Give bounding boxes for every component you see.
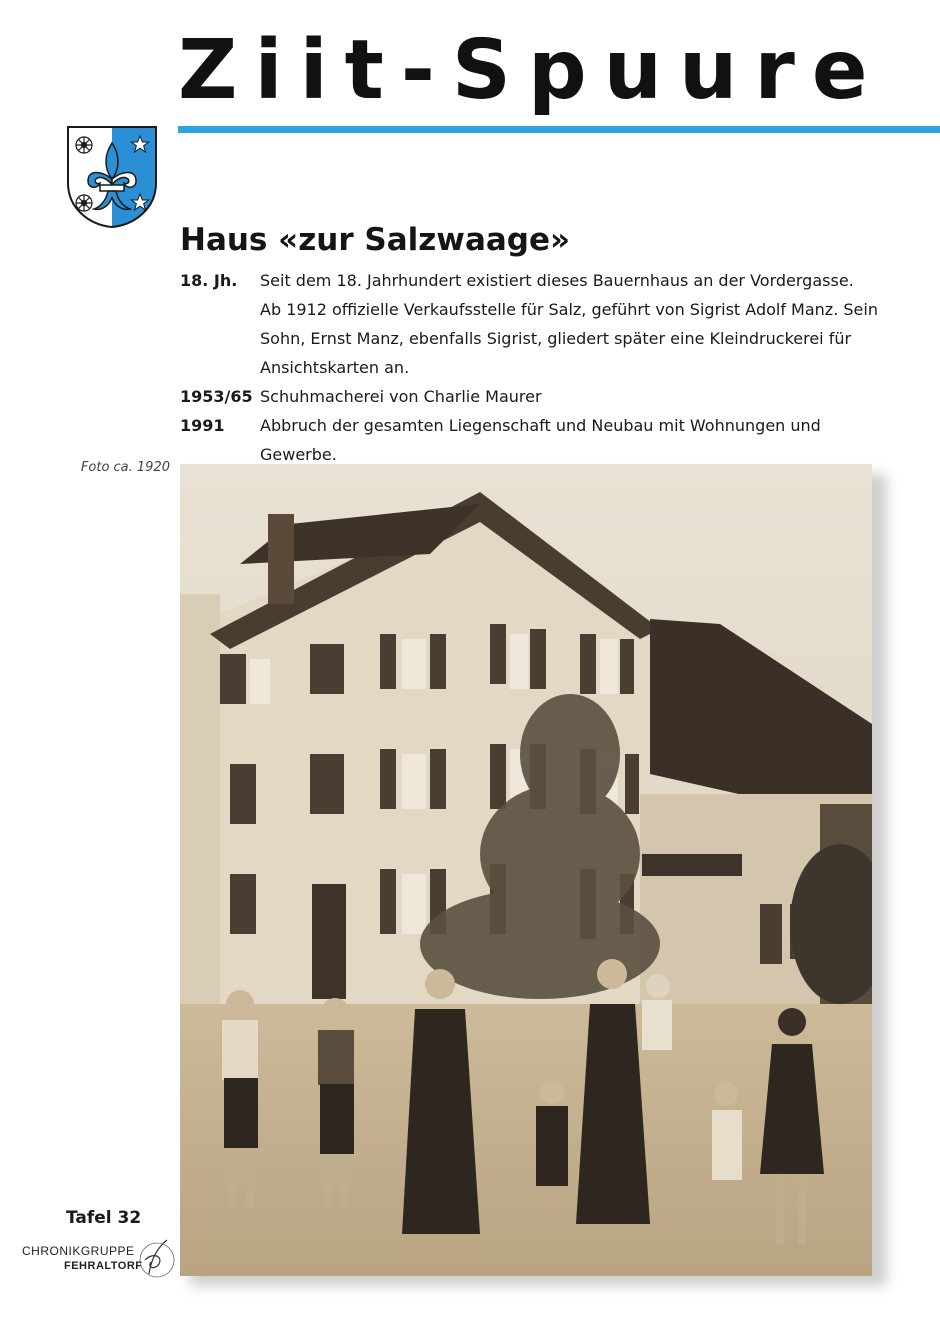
- entry-line: Sohn, Ernst Manz, ebenfalls Sigrist, gliedert später eine Kleindruckerei für: [260, 329, 852, 348]
- entry-text: [260, 266, 880, 382]
- entry-text: [260, 382, 880, 411]
- entry-text: [260, 411, 880, 469]
- historic-photo: [180, 464, 872, 1276]
- entry-line: Ansichtskarten an.: [260, 358, 410, 377]
- chronology-entry: [180, 411, 880, 469]
- entry-year: 18. Jh.: [180, 271, 238, 290]
- plate-number: Tafel 32: [66, 1208, 142, 1228]
- signature-logo-icon: [137, 1238, 177, 1278]
- chronology-entry: [180, 266, 880, 382]
- masthead-title: Ziit-Spuure: [178, 23, 885, 118]
- entry-year: 1953/65: [180, 387, 253, 406]
- entry-line: Seit dem 18. Jahrhundert existiert dieses Bauernhaus an der Vordergasse.: [260, 271, 854, 290]
- coat-of-arms-icon: [66, 125, 158, 229]
- chronology-entry: [180, 382, 880, 411]
- accent-rule: [178, 126, 940, 133]
- entry-line: Schuhmacherei von Charlie Maurer: [260, 387, 542, 406]
- entry-line: Ab 1912 offizielle Verkaufsstelle für Salz, geführt von Sigrist Adolf Manz. Sein: [260, 300, 878, 319]
- org-name-line2: FEHRALTORF: [64, 1260, 143, 1272]
- entry-line: Abbruch der gesamten Liegenschaft und Neubau mit Wohnungen und Gewerbe.: [260, 416, 821, 464]
- org-name-line1: CHRONIKGRUPPE: [22, 1244, 135, 1258]
- entry-year: 1991: [180, 416, 225, 435]
- page-title: Haus «zur Salzwaage»: [180, 222, 571, 258]
- photo-caption: Foto ca. 1920: [80, 460, 170, 475]
- chronology: [180, 266, 880, 469]
